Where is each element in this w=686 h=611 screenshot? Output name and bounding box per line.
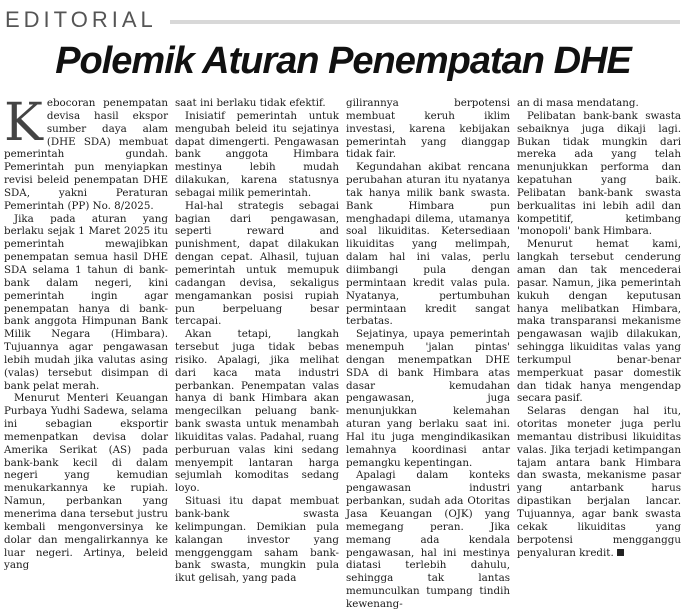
paragraph: saat ini berlaku tidak efektif. [175,97,326,109]
column-1 [4,93,168,572]
paragraph: Sejatinya, upaya pemerintah menempuh 'jalan pintas' dengan menempatkan DHE SDA di bank Himbara atas dasar kemudahan pengawasan, juga menunjukkan kelemahan aturan yang berlaku saat ini. Hal itu juga mengindikasikan lemahnya koordinasi antar pemangku kepentingan. [346,328,510,469]
paragraph: Kegundahan akibat rencana perubahan aturan itu nyatanya tak hanya milik bank swasta. Bank Himbara pun menghadapi dilema, utamanya soal likuiditas. Ketersediaan likuiditas yang melimpah, dalam hal ini valas, perlu diimbangi pula dengan permintaan kredit valas pula. Nyatanya, pertumbuhan permintaan kredit sangat terbatas. [346,161,510,328]
paragraph: Menurut hemat kami, langkah tersebut cenderung aman dan tak mencederai pasar. Namun, jika pemerintah kukuh dengan keputusan hanya melibatkan Himbara, maka transparansi mekanisme pengawasan wajib dilakukan, sehingga likuiditas valas yang terkumpul benar-benar memperkuat pasar domestik dan tidak hanya mengendap secara pasif. [517,238,681,405]
column-3 [346,97,510,611]
paragraph: Selaras dengan hal itu, otoritas moneter juga perlu memantau distribusi likuiditas valas. Jika terjadi ketimpangan tajam antara bank Himbara dan swasta, mekanisme pasar yang antarbank harus dipastikan berjalan lancar. Tujuannya, agar bank swasta cekak likuiditas yang berpotensi mengganggu penyaluran kredit. [517,405,681,559]
paragraph: Akan tetapi, langkah tersebut juga tidak bebas risiko. Apalagi, jika melihat dari kaca mata industri perbankan. Penempatan valas hanya di bank Himbara akan mengecilkan peluang bank-bank swasta untuk menambah likuiditas valas. Padahal, ruang perburuan valas kini sedang menyempit lantaran harga sejumlah komoditas sedang loyo. [175,328,339,495]
column-4 [517,97,681,559]
headline: Polemik Aturan Penempatan DHE [55,40,631,82]
paragraph: Hal-hal strategis sebagai bagian dari pengawasan, seperti reward and punishment, dapat dilakukan dengan cepat. Alhasil, tujuan pemerintah untuk memupuk cadangan devisa, sekaligus mengamankan posisi rupiah pun berpeluang besar tercapai. [175,199,339,328]
dropcap: K [4,93,43,153]
paragraph: gilirannya berpotensi membuat keruh iklim investasi, karena kebijakan pemerintah yang dianggap tidak fair. [346,97,510,161]
paragraph: Apalagi dalam konteks pengawasan industri perbankan, sudah ada Otoritas Jasa Keuangan (OJK) yang memegang peran. Jika memang ada kendala pengawasan, hal ini mestinya diatasi terlebih dahulu, sehingga tak lantas memunculkan tumpang tindih kewenang- [346,469,510,610]
paragraph: ebocoran penempatan devisa hasil ekspor sumber daya alam (DHE SDA) membuat pemerintah gundah. Pemerintah pun menyiapkan revisi beleid penempatan DHE SDA, yakni Peraturan Pemerintah (PP) No. 8/2025. [4,97,168,212]
header-rule [170,20,680,24]
column-2 [175,97,339,585]
end-mark-icon [617,549,624,556]
paragraph: Jika pada aturan yang berlaku sejak 1 Maret 2025 itu pemerintah mewajibkan penempatan semua hasil DHE SDA selama 1 tahun di bank-bank dalam negeri, kini pemerintah ingin agar penempatan hanya di bank-bank anggota Himpunan Bank Milik Negara (Himbara). Tujuannya agar pengawasan lebih mudah jika valutas asing (valas) tersebut disimpan di bank pelat merah. [4,212,168,392]
paragraph: Menurut Menteri Keuangan Purbaya Yudhi Sadewa, selama ini sebagian eksportir memenpatkan devisa dolar Amerika Serikat (AS) pada bank-bank kecil di dalam negeri yang kemudian menukarkannya ke rupiah. Namun, perbankan yang menerima dana tersebut justru kembali mengonversinya ke dolar dan mengalirkannya ke luar negeri. Artinya, beleid yang [4,392,168,572]
paragraph: Inisiatif pemerintah untuk mengubah beleid itu sejatinya dapat dimengerti. Pengawasan bank anggota Himbara mestinya lebih mudah dilakukan, karena statusnya sebagai milik pemerintah. [175,109,339,199]
paragraph: Pelibatan bank-bank swasta sebaiknya juga dikaji lagi. Bukan tidak mungkin dari mereka ada yang telah menunjukkan performa dan kepatuhan yang baik. Pelibatan bank-bank swasta berkualitas ini lebih adil dan kompetitif, ketimbang 'monopoli' bank Himbara. [517,109,681,238]
paragraph: an di masa mendatang. [517,97,639,109]
section-label: EDITORIAL [5,7,157,32]
paragraph: Situasi itu dapat membuat bank-bank swasta kelimpungan. Demikian pula kalangan investor yang menggenggam saham bank-bank swasta, mungkin pula ikut gelisah, yang pada [175,495,339,585]
